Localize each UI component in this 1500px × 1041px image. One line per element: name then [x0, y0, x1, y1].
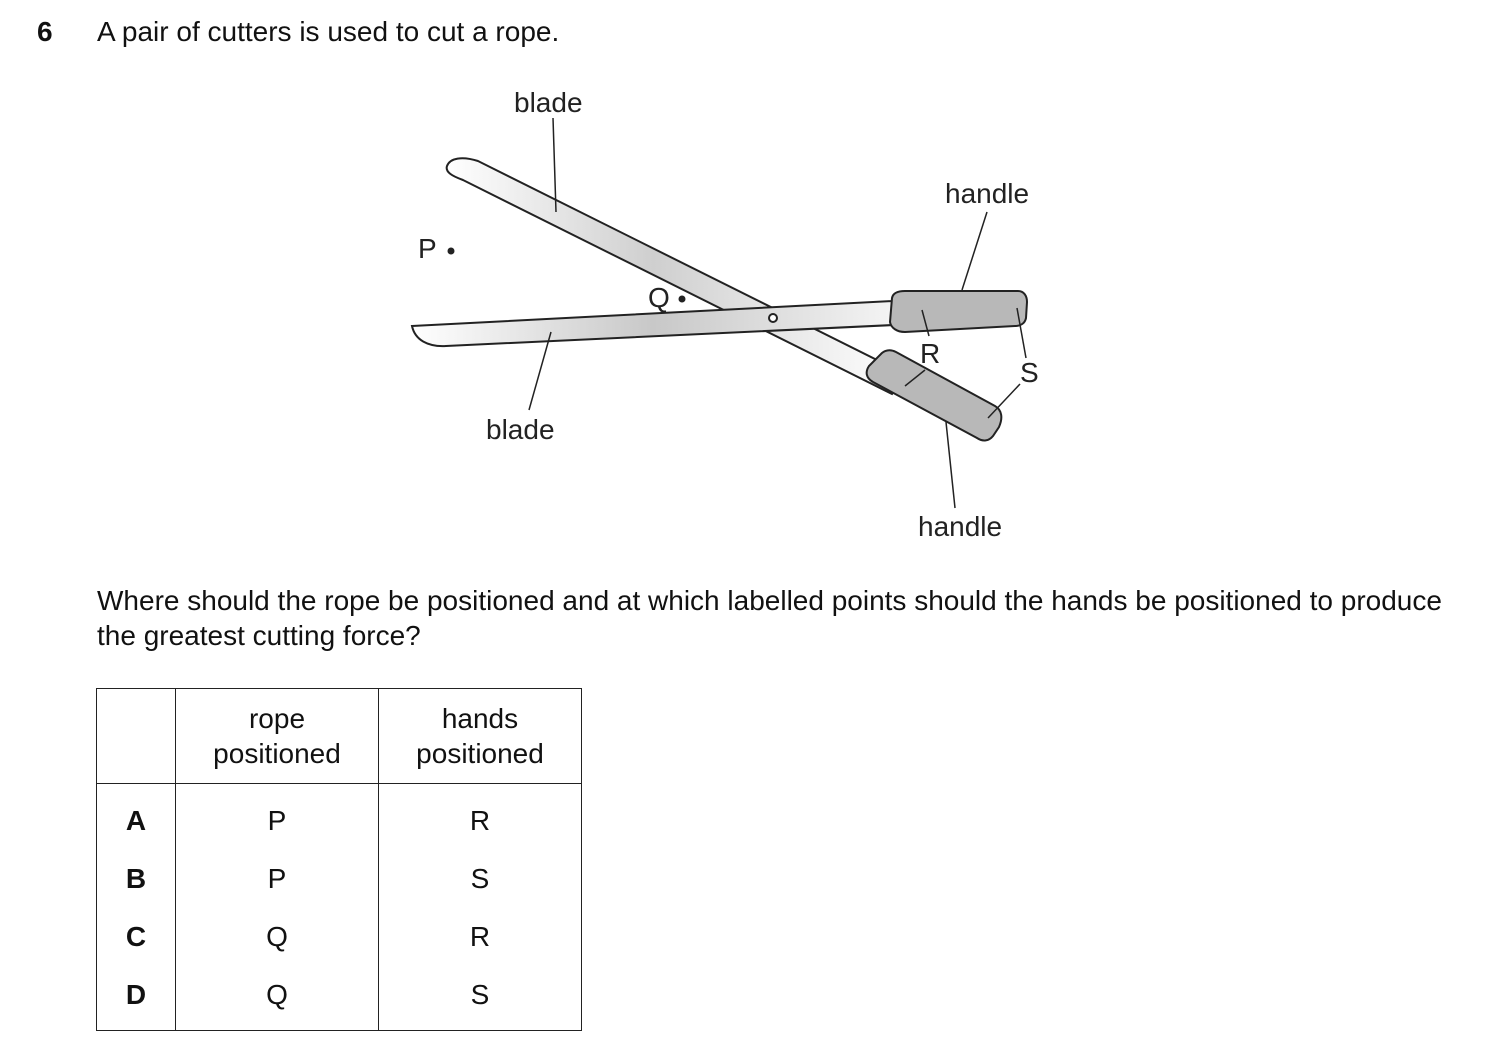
header-hands-line1: hands: [441, 703, 519, 734]
option-hands: S: [379, 850, 582, 908]
question-prompt: Where should the rope be positioned and at which labelled points should the hands be positioned to produce the greatest cutting force?: [97, 585, 1442, 651]
option-letter: C: [97, 908, 176, 966]
option-letter: A: [97, 784, 176, 851]
handle-top-leader: [962, 212, 987, 290]
header-rope-line2: positioned: [213, 738, 341, 769]
header-hands-line2: positioned: [416, 738, 544, 769]
question-stem: A pair of cutters is used to cut a rope.: [97, 16, 560, 47]
point-p-dot: [448, 248, 455, 255]
table-row[interactable]: [97, 850, 582, 908]
upper-blade: [447, 158, 905, 394]
handle-top-label: handle: [945, 178, 1030, 209]
handle-bottom-leader: [946, 422, 955, 508]
option-rope: Q: [176, 908, 379, 966]
point-p-label: P: [418, 233, 437, 264]
table-row[interactable]: [97, 908, 582, 966]
table-row[interactable]: [97, 784, 582, 851]
blade-top-label: blade: [514, 87, 583, 118]
table-header-row: [97, 689, 582, 784]
pivot-icon: [769, 314, 777, 322]
question-number: 6: [37, 16, 53, 47]
option-hands: R: [379, 908, 582, 966]
header-blank-cell: [97, 689, 176, 784]
blade-bottom-label: blade: [486, 414, 555, 445]
option-letter: D: [97, 966, 176, 1031]
option-letter: B: [97, 850, 176, 908]
point-q-label: Q: [648, 282, 670, 313]
point-s-leader-2: [988, 384, 1020, 418]
upper-handle: [890, 291, 1027, 332]
answer-options-table: [96, 688, 582, 1031]
point-q-dot: [679, 296, 686, 303]
option-hands: R: [379, 784, 582, 851]
option-rope: Q: [176, 966, 379, 1031]
handle-bottom-label: handle: [918, 511, 1003, 542]
point-s-label: S: [1020, 357, 1039, 388]
option-hands: S: [379, 966, 582, 1031]
header-hands-positioned: [379, 689, 582, 784]
point-r-label: R: [920, 338, 941, 369]
header-rope-line1: rope: [248, 703, 306, 734]
option-rope: P: [176, 784, 379, 851]
header-rope-positioned: [176, 689, 379, 784]
table-row[interactable]: [97, 966, 582, 1031]
blade-bottom-leader: [529, 332, 551, 410]
option-rope: P: [176, 850, 379, 908]
